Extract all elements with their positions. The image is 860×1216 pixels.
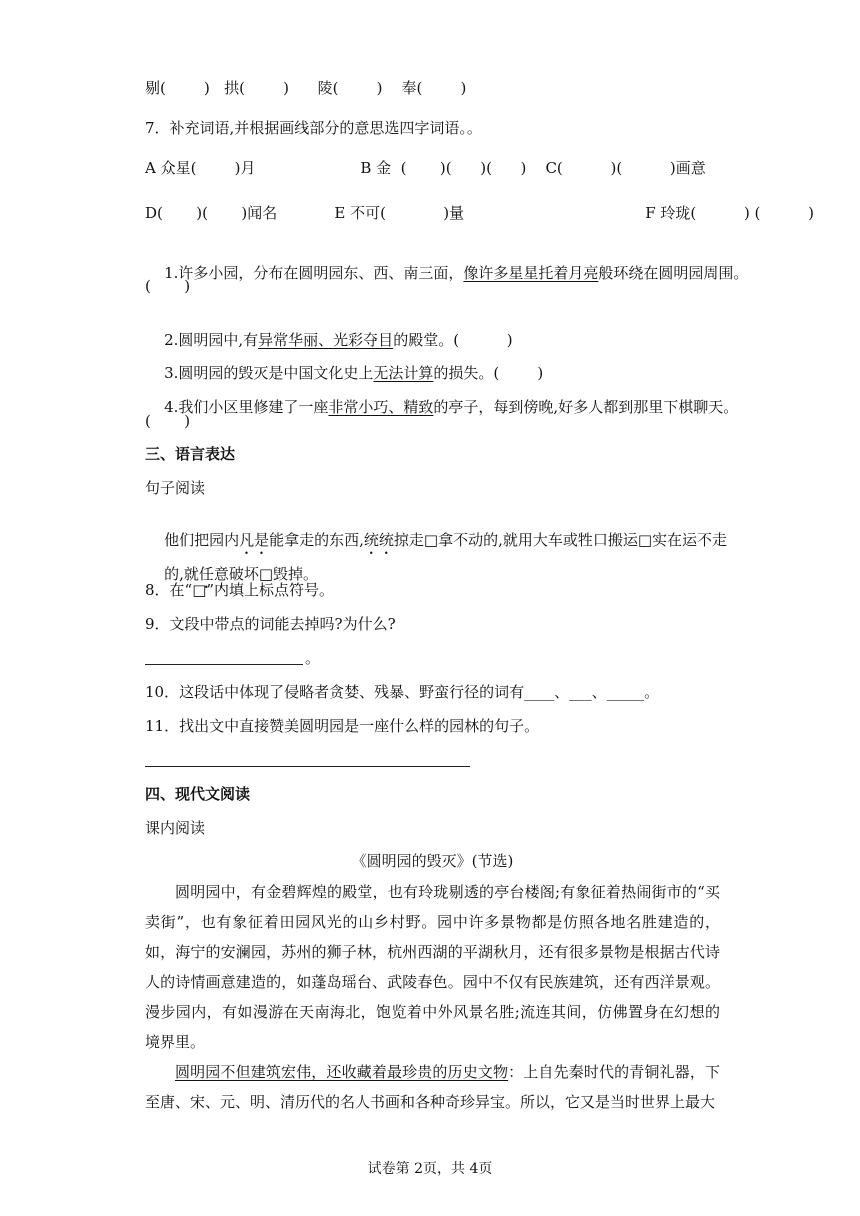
reading-title: 《圆明园的毁灭》(节选) — [351, 852, 514, 870]
char-blanks-row: 剔( ) 拱( ) 陵( ) 奉( ) — [145, 79, 467, 97]
question-7: 7．补充词语,并根据画线部分的意思选四字词语。。 — [145, 119, 482, 137]
passage-text: 他们把园内 — [164, 531, 240, 549]
dotted-word-1: 凡是 — [239, 531, 270, 549]
passage-text: 掠走□拿不动的,就用大车或牲口搬运□实在运不走 — [393, 531, 728, 549]
sentence-3-underlined: 无法计算 — [373, 364, 434, 382]
answer-blank-4: ( ) — [145, 412, 191, 430]
passage-paragraph-2 — [145, 1057, 720, 1117]
sentence-2-underlined: 异常华丽、光彩夺目 — [258, 331, 394, 349]
reading-passage — [145, 877, 720, 1117]
sentence-2-start: 2.圆明园中,有 — [164, 331, 259, 349]
page-footer: 试卷第 2页，共 4页 — [367, 1161, 493, 1177]
answer-line-9[interactable] — [145, 664, 303, 665]
passage-text: 能拿走的东西, — [269, 531, 364, 549]
section-3-subheading: 句子阅读 — [145, 479, 206, 497]
question-11: 11．找出文中直接赞美圆明园是一座什么样的园林的句子。 — [145, 717, 540, 735]
passage-text: 破坏□毁掉。 — [228, 565, 319, 583]
paragraph-2-underlined: 圆明园不但建筑宏伟，还收藏着最珍贵的历史文物 — [175, 1063, 509, 1081]
sentence-3-end: 的损失。( ) — [433, 364, 544, 382]
passage-paragraph-1: 圆明园中，有金碧辉煌的殿堂，也有玲珑剔透的亭台楼阁;有象征着热闹街市的“买卖街”，也有象征着田园风光的山乡村野。园中许多景物都是仿照各地名胜建造的，如，海宁的安澜园，苏州的狮子林，杭州西湖的平湖秋月，还有很多景物是根据古代诗人的诗情画意建造的，如蓬岛瑶台、武陵春色。园中不仅有民族建筑，还有西洋景观。漫步园内，有如漫游在天南海北，饱览着中外风景名胜;流连其间，仿佛置身在幻想的境界里。 — [145, 883, 720, 1051]
sentence-1-underlined: 像许多星星托着月亮 — [463, 264, 599, 282]
sentence-1 — [145, 243, 748, 303]
question-10: 10．这段话中体现了侵略者贪婪、残暴、野蛮行径的词有____、___、_____。 — [145, 683, 660, 701]
dotted-word-3: 任意 — [198, 565, 229, 583]
passage-text: 的,就 — [164, 565, 199, 583]
question-9-period: 。 — [305, 649, 321, 667]
question-9: 9．文段中带点的词能去掉吗?为什么? — [145, 615, 396, 633]
sentence-2-end: 的殿堂。( ) — [393, 331, 513, 349]
passage-line-2 — [145, 544, 318, 612]
sentence-1-end: 般环绕在圆明园周围。 — [598, 264, 749, 282]
sentence-4-start: 4.我们小区里修建了一座 — [164, 398, 329, 416]
section-3-heading: 三、语言表达 — [145, 445, 236, 463]
sentence-1-start: 1.许多小园，分布在圆明园东、西、南三面， — [164, 264, 464, 282]
sentence-4 — [145, 377, 738, 437]
sentence-4-end: 的亭子，每到傍晚,好多人都到那里下棋聊天。 — [433, 398, 739, 416]
section-4-heading: 四、现代文阅读 — [145, 785, 251, 803]
paragraph-2-text: ：上自先秦时代的青铜礼器，下至唐、宋、元、明、清历代的名人书画和各种奇珍异宝。所以，它又是当时世界上最大 — [145, 1063, 720, 1111]
question-8: 8．在“□”内填上标点符号。 — [145, 581, 335, 599]
section-4-subheading: 课内阅读 — [145, 819, 206, 837]
options-row-1: A 众星( )月 B 金 ( )( )( ) C( )( )画意 — [145, 159, 706, 177]
options-row-2: D( )( )闻名 E 不可( )量 F 玲珑( ) ( ) — [145, 204, 814, 222]
dotted-word-2: 统统 — [363, 531, 394, 549]
sentence-4-underlined: 非常小巧、精致 — [328, 398, 434, 416]
sentence-3-start: 3.圆明园的毁灭是中国文化史上 — [164, 364, 374, 382]
answer-line-11[interactable] — [145, 766, 470, 767]
answer-blank-1: ( ) — [145, 277, 191, 295]
